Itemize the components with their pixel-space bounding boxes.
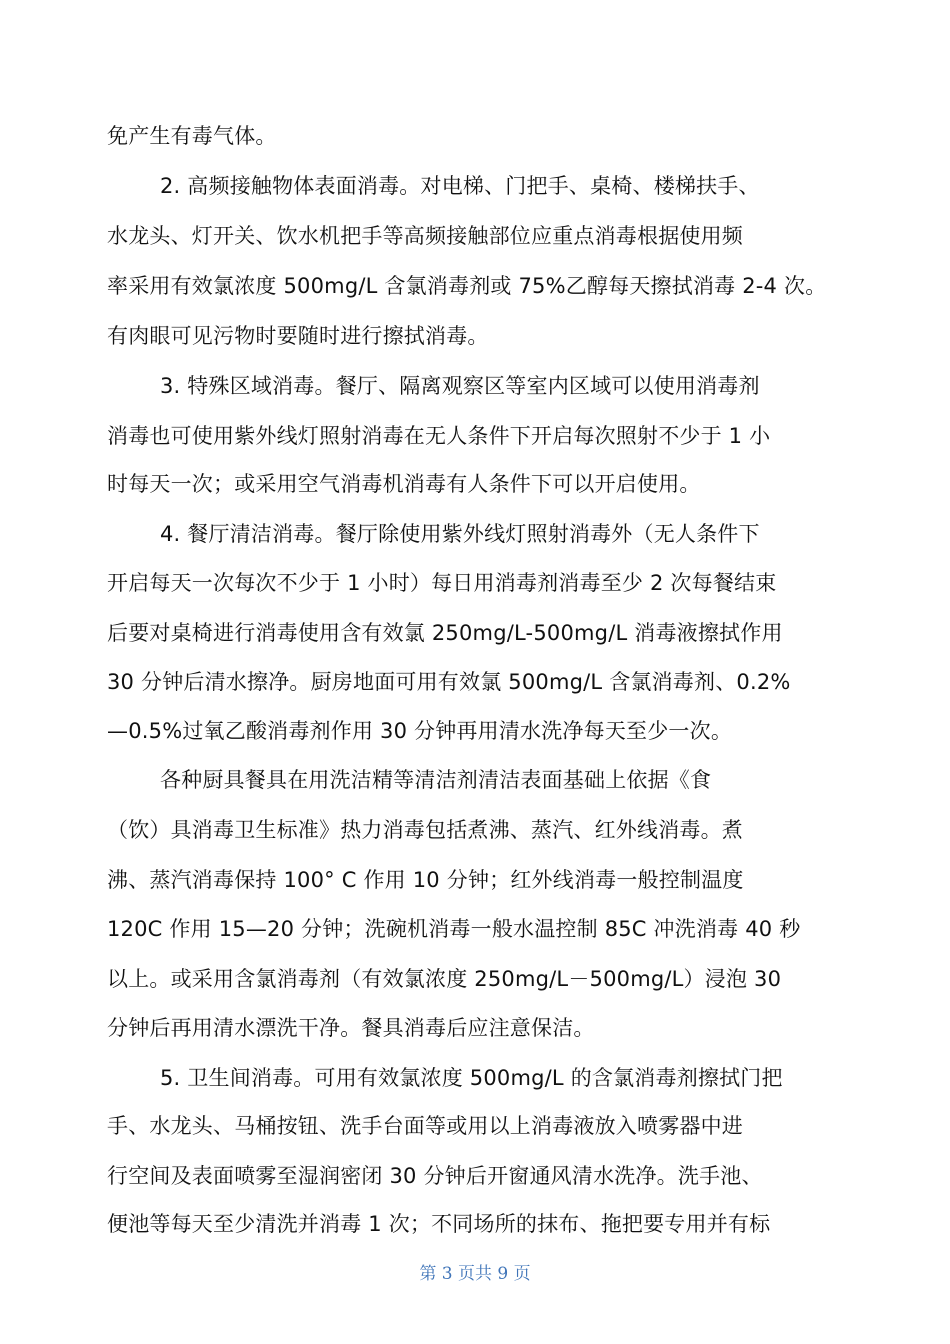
text-line-20: 5. 卫生间消毒。可用有效氯浓度 500mg/L 的含氯消毒剂擦拭门把 <box>160 1066 783 1090</box>
text-line-18: 以上。或采用含氯消毒剂（有效氯浓度 250mg/L－500mg/L）浸泡 30 <box>107 967 782 991</box>
text-line-17: 120C 作用 15—20 分钟；洗碗机消毒一般水温控制 85C 冲洗消毒 40 秒 <box>107 917 801 941</box>
text-line-3: 水龙头、灯开关、饮水机把手等高频接触部位应重点消毒根据使用频 <box>107 224 743 248</box>
text-line-23: 便池等每天至少清洗并消毒 1 次；不同场所的抹布、拖把要专用并有标 <box>107 1212 771 1236</box>
text-line-2: 2. 高频接触物体表面消毒。对电梯、门把手、桌椅、楼梯扶手、 <box>160 174 760 198</box>
text-line-21: 手、水龙头、马桶按钮、洗手台面等或用以上消毒液放入喷雾器中进 <box>107 1114 743 1138</box>
text-line-13: —0.5%过氧乙酸消毒剂作用 30 分钟再用清水洗净每天至少一次。 <box>107 719 733 743</box>
text-line-15: （饮）具消毒卫生标准》热力消毒包括煮沸、蒸汽、红外线消毒。煮 <box>107 818 743 842</box>
text-line-16: 沸、蒸汽消毒保持 100° C 作用 10 分钟；红外线消毒一般控制温度 <box>107 868 744 892</box>
text-line-11: 后要对桌椅进行消毒使用含有效氯 250mg/L-500mg/L 消毒液擦拭作用 <box>107 621 783 645</box>
text-line-7: 消毒也可使用紫外线灯照射消毒在无人条件下开启每次照射不少于 1 小 <box>107 424 771 448</box>
page-number-footer: 第 3 页共 9 页 <box>419 1264 531 1284</box>
text-line-9: 4. 餐厅清洁消毒。餐厅除使用紫外线灯照射消毒外（无人条件下 <box>160 522 760 546</box>
text-line-8: 时每天一次；或采用空气消毒机消毒有人条件下可以开启使用。 <box>107 472 701 496</box>
text-line-4: 率采用有效氯浓度 500mg/L 含氯消毒剂或 75%乙醇每天擦拭消毒 2-4 次。 <box>107 274 827 298</box>
text-line-14: 各种厨具餐具在用洗洁精等清洁剂清洁表面基础上依据《食 <box>160 768 712 792</box>
text-line-1: 免产生有毒气体。 <box>107 124 277 148</box>
text-line-22: 行空间及表面喷雾至湿润密闭 30 分钟后开窗通风清水洗净。洗手池、 <box>107 1164 763 1188</box>
text-line-10: 开启每天一次每次不少于 1 小时）每日用消毒剂消毒至少 2 次每餐结束 <box>107 571 777 595</box>
text-line-12: 30 分钟后清水擦净。厨房地面可用有效氯 500mg/L 含氯消毒剂、0.2% <box>107 670 791 694</box>
text-line-5: 有肉眼可见污物时要随时进行擦拭消毒。 <box>107 324 489 348</box>
text-line-6: 3. 特殊区域消毒。餐厅、隔离观察区等室内区域可以使用消毒剂 <box>160 374 760 398</box>
text-line-19: 分钟后再用清水漂洗干净。餐具消毒后应注意保洁。 <box>107 1016 595 1040</box>
